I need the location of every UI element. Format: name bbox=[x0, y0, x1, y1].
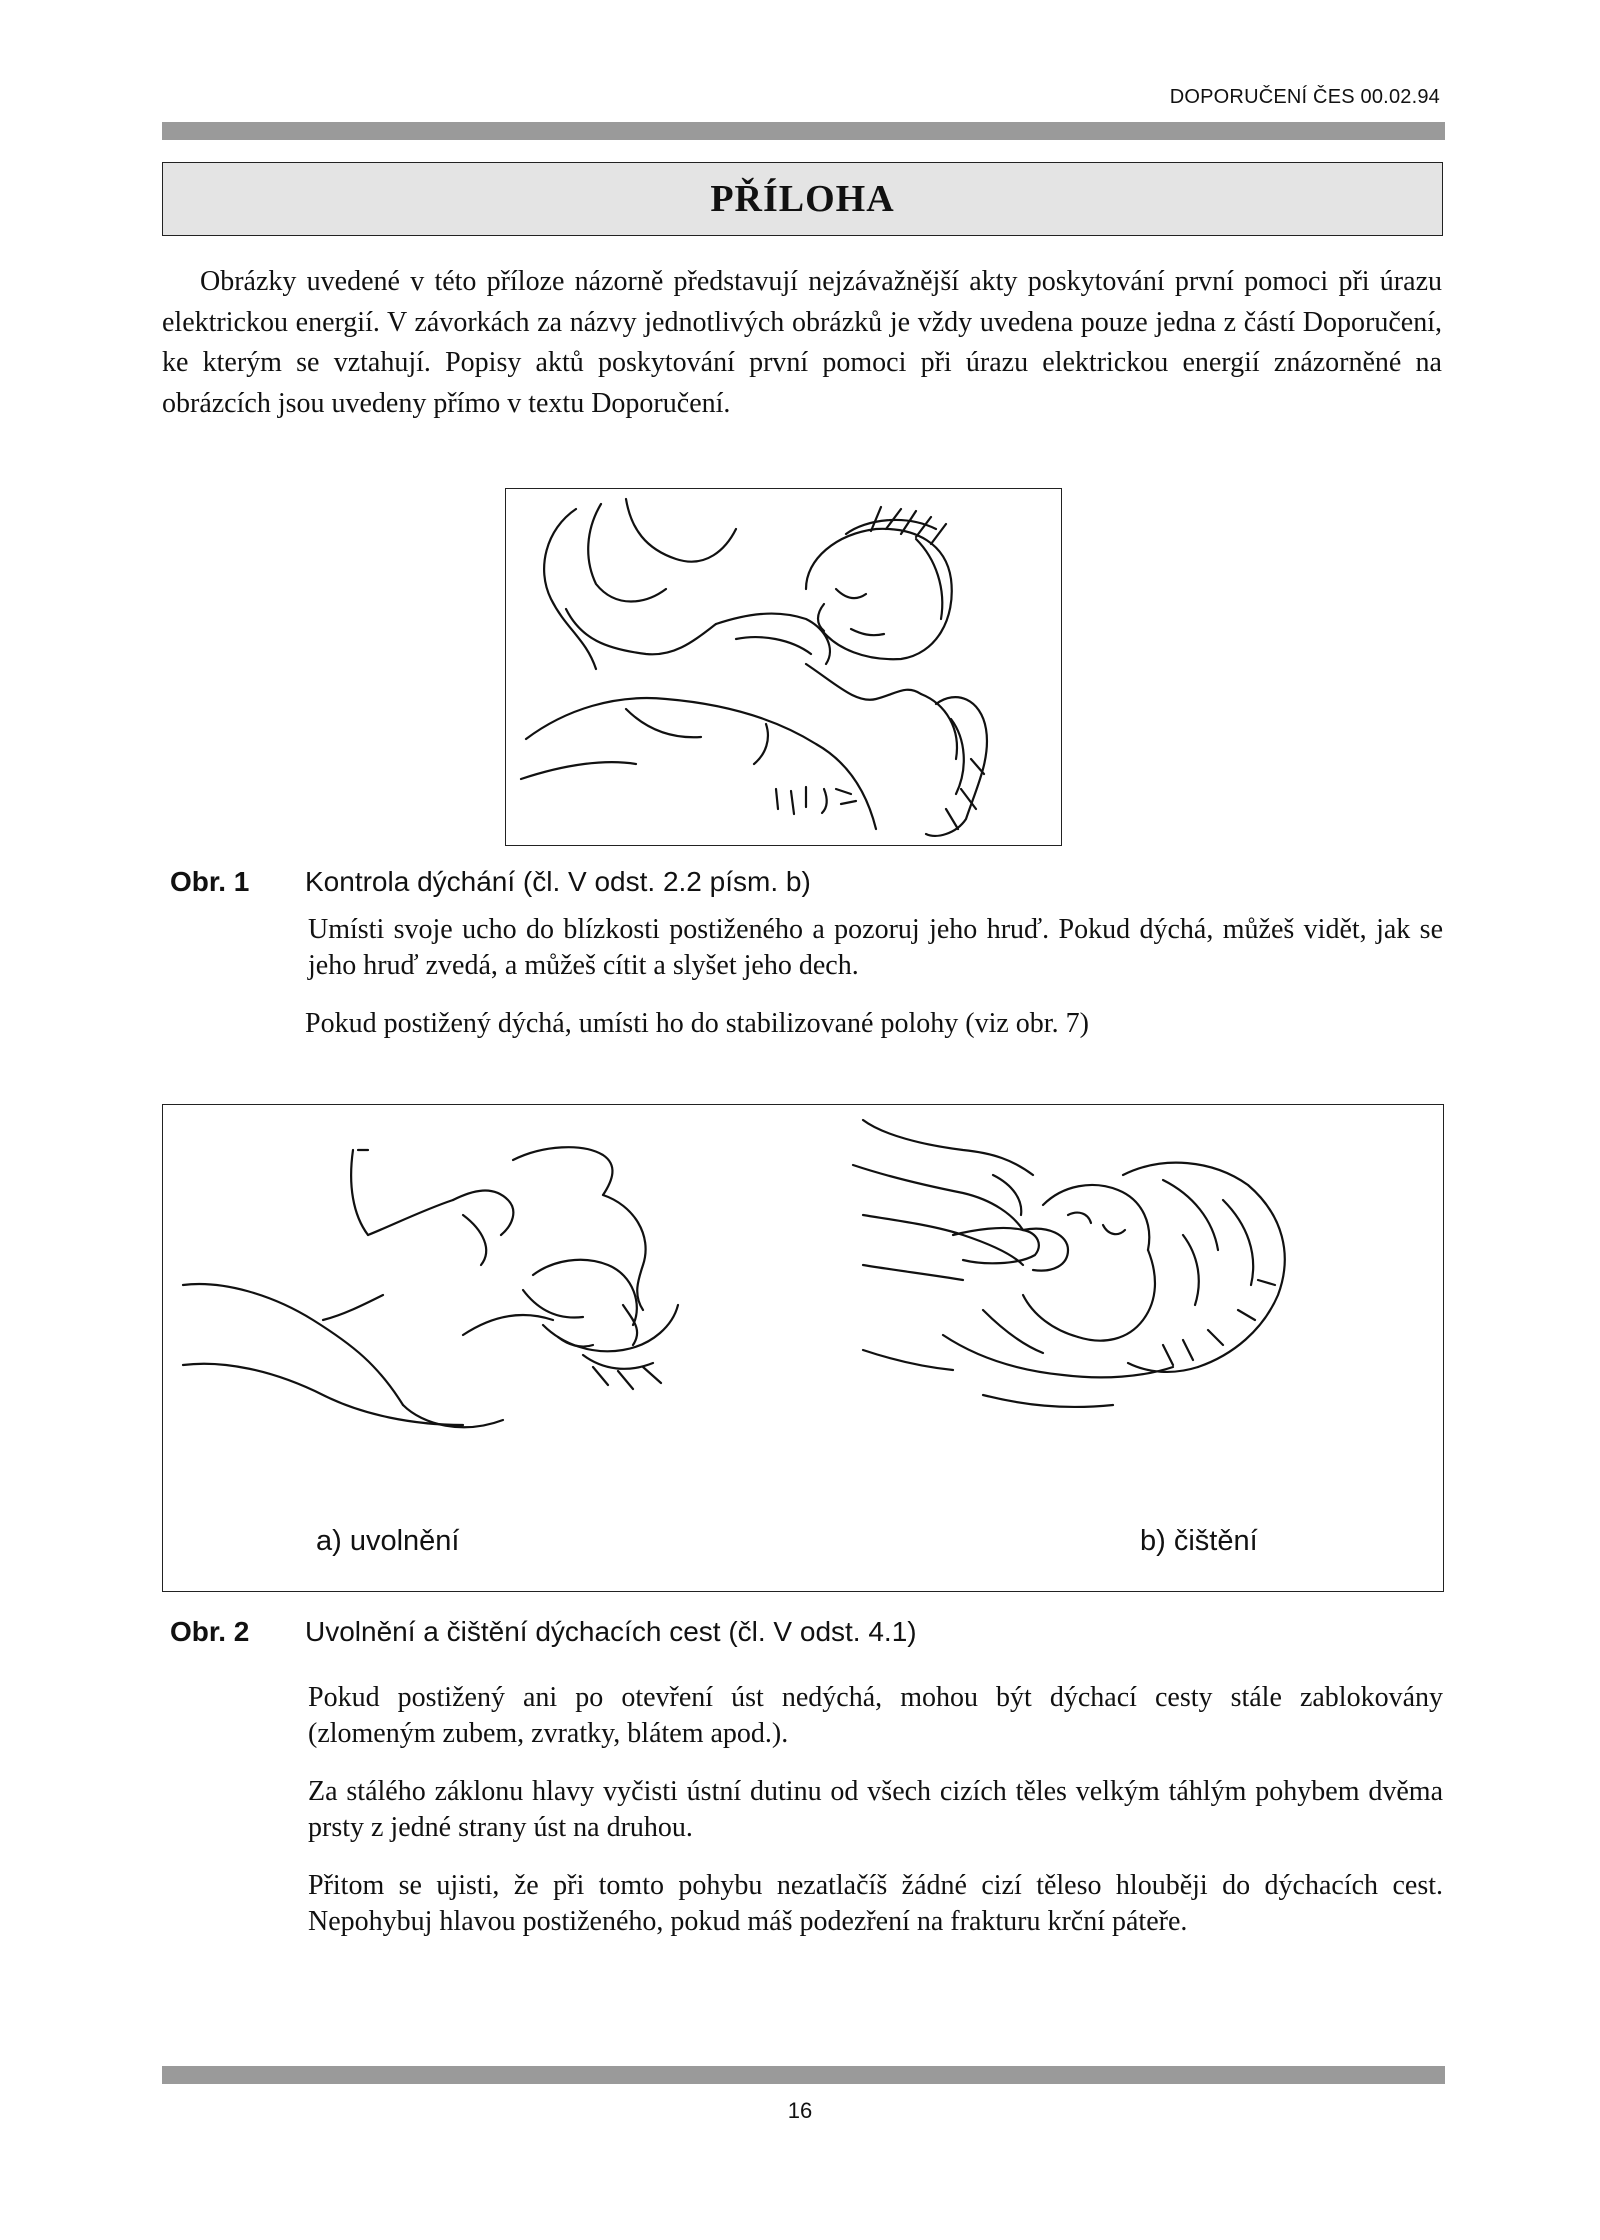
figure-2-number: Obr. 2 bbox=[170, 1616, 250, 1647]
figure-2-sublabel-b: b) čištění bbox=[1140, 1525, 1258, 1557]
figure-1-paragraph: Umísti svoje ucho do blízkosti postiženého a pozoruj jeho hruď. Pokud dýchá, můžeš vidět, jak se jeho hruď zvedá, a můžeš cítit a slyšet jeho dech. bbox=[308, 914, 1443, 981]
figure-1-illustration bbox=[505, 488, 1062, 846]
figure-2-paragraph: Za stálého záklonu hlavy vyčisti ústní dutinu od všech cizích těles velkým táhlým pohybem dvěma prsty z jedné strany úst na druhou. bbox=[308, 1776, 1443, 1843]
figure-2-title: Uvolnění a čištění dýchacích cest (čl. V odst. 4.1) bbox=[305, 1616, 917, 1647]
figure-2-sublabel-a: a) uvolnění bbox=[316, 1525, 460, 1557]
page-title: PŘÍLOHA bbox=[710, 178, 895, 220]
intro-paragraph: Obrázky uvedené v této příloze názorně představují nejzávažnější akty poskytování první pomoci při úrazu elektrickou energií. V závorkách za názvy jednotlivých obrázků je vždy uvedena pouze jedna z částí Doporučení, ke kterým se vztahují. Popisy aktů poskytování první pomoci při úrazu elektrickou energií znázorněné na obrázcích jsou uvedeny přímo v textu Doporučení. bbox=[162, 266, 1442, 419]
figure-2-illustration bbox=[162, 1104, 1444, 1592]
document-header-code: DOPORUČENÍ ČES 00.02.94 bbox=[1169, 86, 1440, 108]
figure-1-title: Kontrola dýchání (čl. V odst. 2.2 písm. b) bbox=[305, 866, 811, 897]
figure-1-paragraph: Pokud postižený dýchá, umísti ho do stabilizované polohy (viz obr. 7) bbox=[305, 1008, 1089, 1039]
page-number: 16 bbox=[787, 2098, 813, 2123]
figure-1-number: Obr. 1 bbox=[170, 866, 250, 897]
figure-2-paragraph: Přitom se ujisti, že při tomto pohybu nezatlačíš žádné cizí těleso hlouběji do dýchacích cest. Nepohybuj hlavou postiženého, pokud máš podezření na frakturu krční páteře. bbox=[308, 1870, 1443, 1937]
header-rule bbox=[162, 122, 1445, 140]
title-box bbox=[162, 162, 1443, 236]
figure-2-paragraph: Pokud postižený ani po otevření úst nedýchá, mohou být dýchací cesty stále zablokovány (zlomeným zubem, zvratky, blátem apod.). bbox=[308, 1682, 1443, 1749]
footer-rule bbox=[162, 2066, 1445, 2084]
